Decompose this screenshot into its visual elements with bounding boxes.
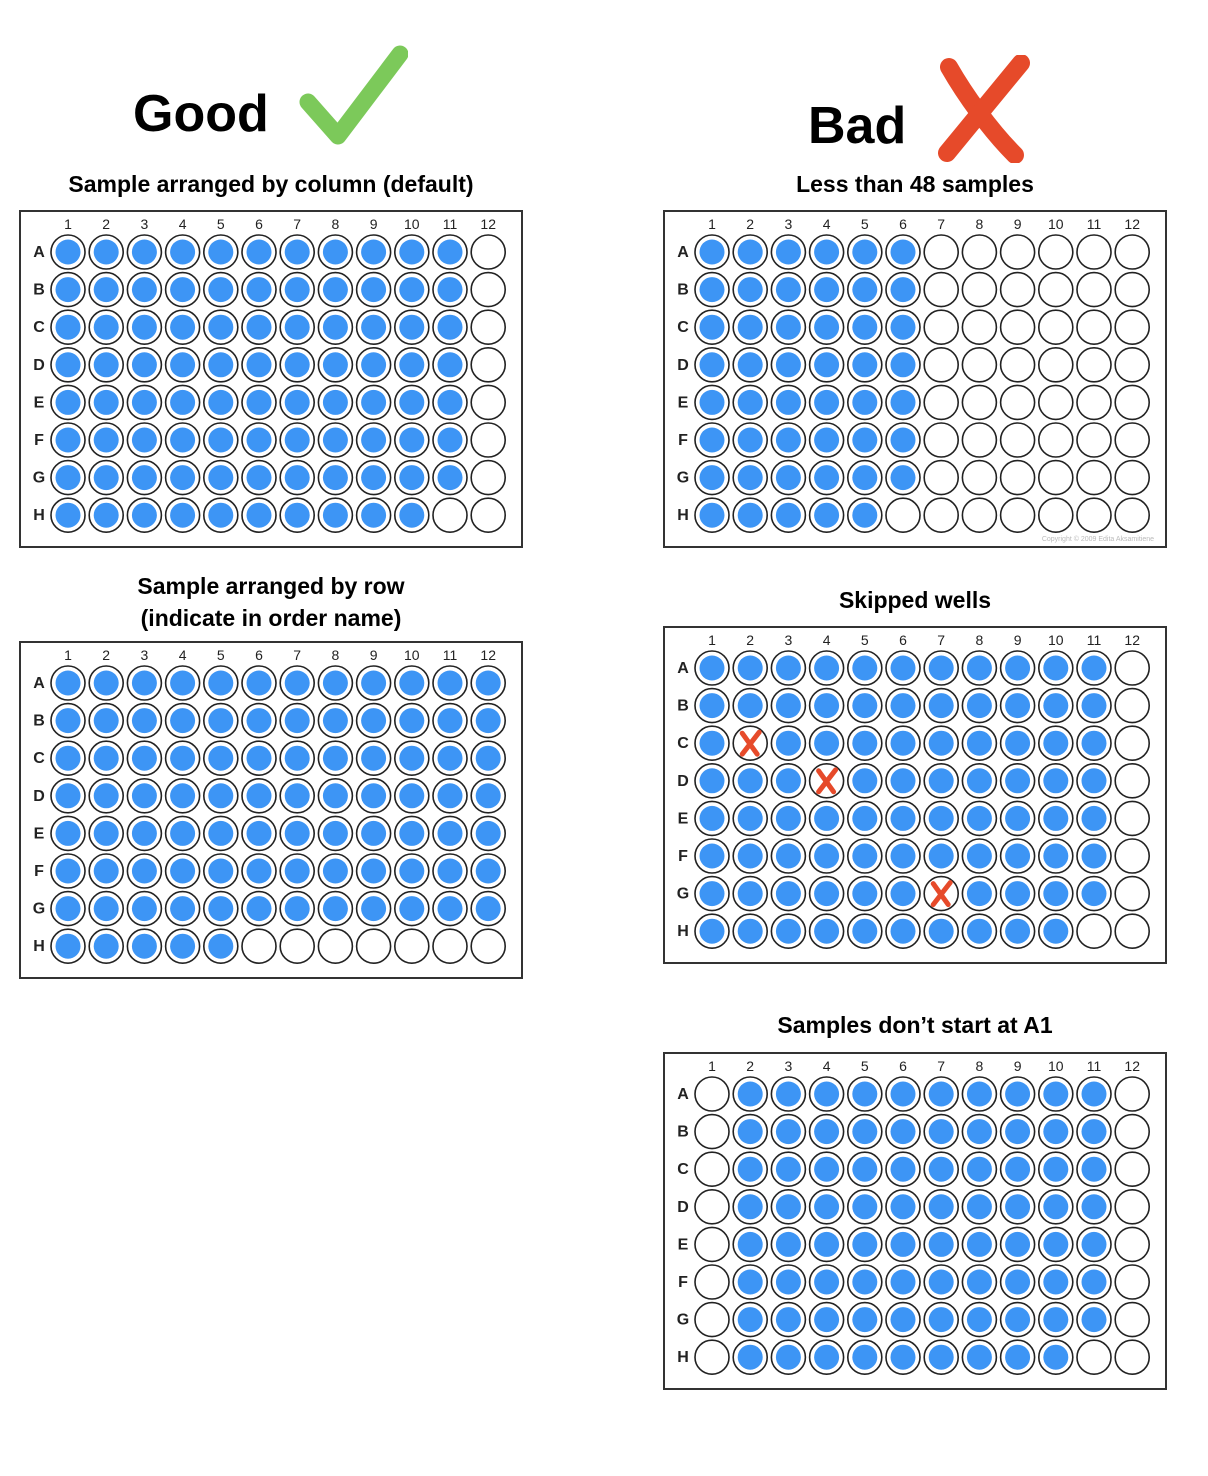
- filled-well: [924, 1115, 958, 1149]
- filled-well: [771, 1152, 805, 1186]
- empty-well: [695, 1227, 729, 1261]
- filled-well: [886, 1152, 920, 1186]
- filled-well: [771, 1265, 805, 1299]
- column-label: 8: [975, 1058, 984, 1074]
- column-label: 1: [64, 216, 72, 232]
- filled-well: [924, 1152, 958, 1186]
- filled-well: [810, 1115, 844, 1149]
- filled-well: [962, 1303, 996, 1337]
- row-label: D: [33, 787, 45, 805]
- row-label: A: [677, 244, 689, 261]
- filled-well: [810, 1303, 844, 1337]
- filled-well: [1039, 1227, 1073, 1261]
- filled-well: [848, 1152, 882, 1186]
- column-label: 4: [822, 632, 831, 648]
- filled-well: [1039, 1077, 1073, 1111]
- row-label: E: [677, 1236, 689, 1254]
- row-label: H: [677, 507, 689, 525]
- column-label: 9: [369, 647, 378, 663]
- filled-well: [886, 1190, 920, 1224]
- row-label: C: [677, 1161, 689, 1179]
- column-label: 11: [1086, 216, 1102, 232]
- filled-well: [924, 1077, 958, 1111]
- column-label: 2: [102, 647, 111, 663]
- column-label: 7: [937, 632, 946, 648]
- filled-well: [733, 1303, 767, 1337]
- column-label: 7: [293, 647, 302, 663]
- column-label: 12: [1124, 632, 1140, 648]
- empty-well: [1115, 1265, 1149, 1299]
- bad-heading: Bad: [808, 97, 907, 155]
- row-label: E: [677, 394, 689, 412]
- row-label: F: [34, 432, 44, 449]
- column-label: 2: [746, 632, 755, 648]
- column-label: 5: [216, 216, 225, 232]
- filled-well: [1077, 1077, 1111, 1111]
- row-label: F: [678, 1274, 688, 1291]
- filled-well: [848, 1340, 882, 1374]
- filled-well: [733, 1265, 767, 1299]
- column-label: 10: [404, 647, 420, 663]
- empty-well: [1115, 1227, 1149, 1261]
- column-label: 7: [937, 1058, 946, 1074]
- row-label: H: [33, 938, 45, 956]
- good-heading: Good: [133, 85, 269, 143]
- row-label: D: [677, 1198, 689, 1216]
- filled-well: [1077, 1227, 1111, 1261]
- plate-caption: Sample arranged by column (default): [68, 171, 474, 197]
- row-label: A: [33, 244, 45, 261]
- column-label: 5: [860, 632, 869, 648]
- row-label: C: [677, 735, 689, 753]
- filled-well: [924, 1190, 958, 1224]
- column-label: 3: [140, 647, 149, 663]
- row-label: A: [677, 1086, 689, 1103]
- plate-caption: Less than 48 samples: [796, 171, 1034, 197]
- filled-well: [848, 1115, 882, 1149]
- filled-well: [1039, 1190, 1073, 1224]
- filled-well: [1077, 1190, 1111, 1224]
- filled-well: [1077, 1303, 1111, 1337]
- column-label: 11: [1086, 632, 1102, 648]
- column-label: 3: [784, 632, 793, 648]
- filled-well: [962, 1265, 996, 1299]
- filled-well: [1001, 1340, 1035, 1374]
- filled-well: [1001, 1265, 1035, 1299]
- filled-well: [1001, 1115, 1035, 1149]
- empty-well: [1115, 1077, 1149, 1111]
- column-label: 10: [1048, 1058, 1064, 1074]
- column-label: 12: [1124, 1058, 1140, 1074]
- filled-well: [771, 1190, 805, 1224]
- row-label: A: [33, 675, 45, 692]
- column-label: 9: [1013, 1058, 1022, 1074]
- filled-well: [771, 1340, 805, 1374]
- filled-well: [733, 1077, 767, 1111]
- column-label: 2: [746, 1058, 755, 1074]
- row-label: A: [677, 660, 689, 677]
- filled-well: [810, 1340, 844, 1374]
- plate-caption: Sample arranged by row (indicate in order name): [137, 573, 405, 631]
- row-label: G: [676, 1311, 690, 1329]
- filled-well: [810, 1152, 844, 1186]
- filled-well: [1039, 1152, 1073, 1186]
- column-label: 9: [1013, 632, 1022, 648]
- column-label: 5: [216, 647, 225, 663]
- filled-well: [771, 1077, 805, 1111]
- column-label: 11: [1086, 1058, 1102, 1074]
- row-label: E: [677, 810, 689, 828]
- column-label: 3: [140, 216, 149, 232]
- column-label: 10: [1048, 216, 1064, 232]
- column-label: 4: [178, 216, 187, 232]
- filled-well: [810, 1265, 844, 1299]
- filled-well: [810, 1190, 844, 1224]
- column-label: 3: [784, 1058, 793, 1074]
- filled-well: [848, 1077, 882, 1111]
- column-label: 9: [1013, 216, 1022, 232]
- row-label: F: [678, 848, 688, 865]
- filled-well: [848, 1190, 882, 1224]
- filled-well: [848, 1303, 882, 1337]
- empty-well: [1115, 1340, 1149, 1374]
- column-label: 1: [64, 647, 72, 663]
- column-label: 6: [899, 1058, 907, 1074]
- filled-well: [886, 1227, 920, 1261]
- row-label: C: [33, 319, 45, 337]
- row-label: B: [33, 281, 45, 299]
- row-label: G: [32, 469, 46, 487]
- filled-well: [733, 1115, 767, 1149]
- filled-well: [962, 1077, 996, 1111]
- column-label: 8: [975, 632, 984, 648]
- column-label: 12: [480, 216, 496, 232]
- filled-well: [848, 1227, 882, 1261]
- filled-well: [1077, 1115, 1111, 1149]
- filled-well: [733, 1340, 767, 1374]
- filled-well: [1001, 1190, 1035, 1224]
- filled-well: [924, 1340, 958, 1374]
- filled-well: [733, 1152, 767, 1186]
- empty-well: [695, 1190, 729, 1224]
- filled-well: [810, 1077, 844, 1111]
- empty-well: [1115, 1303, 1149, 1337]
- empty-well: [695, 1077, 729, 1111]
- filled-well: [1039, 1340, 1073, 1374]
- copyright-text: Copyright © 2009 Edita Aksamitiene: [1041, 536, 1154, 543]
- row-label: B: [33, 712, 45, 730]
- row-label: D: [677, 356, 689, 374]
- filled-well: [886, 1340, 920, 1374]
- column-label: 12: [1124, 216, 1140, 232]
- plate-caption: Skipped wells: [838, 587, 992, 613]
- row-label: B: [677, 281, 689, 299]
- row-label: H: [677, 923, 689, 941]
- filled-well: [1039, 1303, 1073, 1337]
- filled-well: [886, 1077, 920, 1111]
- filled-well: [962, 1340, 996, 1374]
- row-label: G: [32, 900, 46, 918]
- column-label: 3: [784, 216, 793, 232]
- filled-well: [924, 1303, 958, 1337]
- column-label: 4: [822, 1058, 831, 1074]
- column-label: 1: [708, 216, 716, 232]
- column-label: 6: [255, 647, 263, 663]
- empty-well: [1077, 1340, 1111, 1374]
- filled-well: [962, 1115, 996, 1149]
- row-label: C: [677, 319, 689, 337]
- column-label: 2: [102, 216, 111, 232]
- filled-well: [886, 1115, 920, 1149]
- filled-well: [810, 1227, 844, 1261]
- column-label: 5: [860, 1058, 869, 1074]
- column-label: 11: [442, 216, 458, 232]
- row-label: F: [34, 863, 44, 880]
- row-label: D: [677, 772, 689, 790]
- filled-well: [1077, 1265, 1111, 1299]
- filled-well: [733, 1190, 767, 1224]
- row-label: H: [33, 507, 45, 525]
- column-label: 8: [331, 216, 340, 232]
- empty-well: [695, 1303, 729, 1337]
- row-label: G: [676, 469, 690, 487]
- filled-well: [886, 1265, 920, 1299]
- row-label: B: [677, 1123, 689, 1141]
- empty-well: [695, 1340, 729, 1374]
- filled-well: [1039, 1265, 1073, 1299]
- filled-well: [771, 1115, 805, 1149]
- row-label: E: [33, 825, 45, 843]
- row-label: H: [677, 1349, 689, 1367]
- filled-well: [962, 1227, 996, 1261]
- column-label: 8: [975, 216, 984, 232]
- empty-well: [1115, 1115, 1149, 1149]
- column-label: 7: [937, 216, 946, 232]
- row-label: B: [677, 697, 689, 715]
- filled-well: [1039, 1115, 1073, 1149]
- plate-caption: Samples don’t start at A1: [777, 1012, 1053, 1038]
- column-label: 2: [746, 216, 755, 232]
- filled-well: [848, 1265, 882, 1299]
- filled-well: [771, 1227, 805, 1261]
- row-label: G: [676, 885, 690, 903]
- filled-well: [771, 1303, 805, 1337]
- column-label: 10: [404, 216, 420, 232]
- row-label: D: [33, 356, 45, 374]
- column-label: 11: [442, 647, 458, 663]
- empty-well: [695, 1265, 729, 1299]
- column-label: 9: [369, 216, 378, 232]
- column-label: 10: [1048, 632, 1064, 648]
- filled-well: [962, 1152, 996, 1186]
- filled-well: [924, 1227, 958, 1261]
- column-label: 1: [708, 632, 716, 648]
- empty-well: [695, 1115, 729, 1149]
- column-label: 8: [331, 647, 340, 663]
- filled-well: [924, 1265, 958, 1299]
- filled-well: [962, 1190, 996, 1224]
- column-label: 6: [255, 216, 263, 232]
- column-label: 6: [899, 216, 907, 232]
- filled-well: [1001, 1152, 1035, 1186]
- empty-well: [1115, 1190, 1149, 1224]
- row-label: F: [678, 432, 688, 449]
- column-label: 6: [899, 632, 907, 648]
- column-label: 5: [860, 216, 869, 232]
- column-label: 4: [178, 647, 187, 663]
- filled-well: [1001, 1303, 1035, 1337]
- empty-well: [1115, 1152, 1149, 1186]
- filled-well: [1077, 1152, 1111, 1186]
- filled-well: [733, 1227, 767, 1261]
- row-label: C: [33, 750, 45, 768]
- empty-well: [695, 1152, 729, 1186]
- row-label: E: [33, 394, 45, 412]
- filled-well: [886, 1303, 920, 1337]
- filled-well: [1001, 1227, 1035, 1261]
- column-label: 1: [708, 1058, 716, 1074]
- column-label: 12: [480, 647, 496, 663]
- filled-well: [1001, 1077, 1035, 1111]
- column-label: 7: [293, 216, 302, 232]
- column-label: 4: [822, 216, 831, 232]
